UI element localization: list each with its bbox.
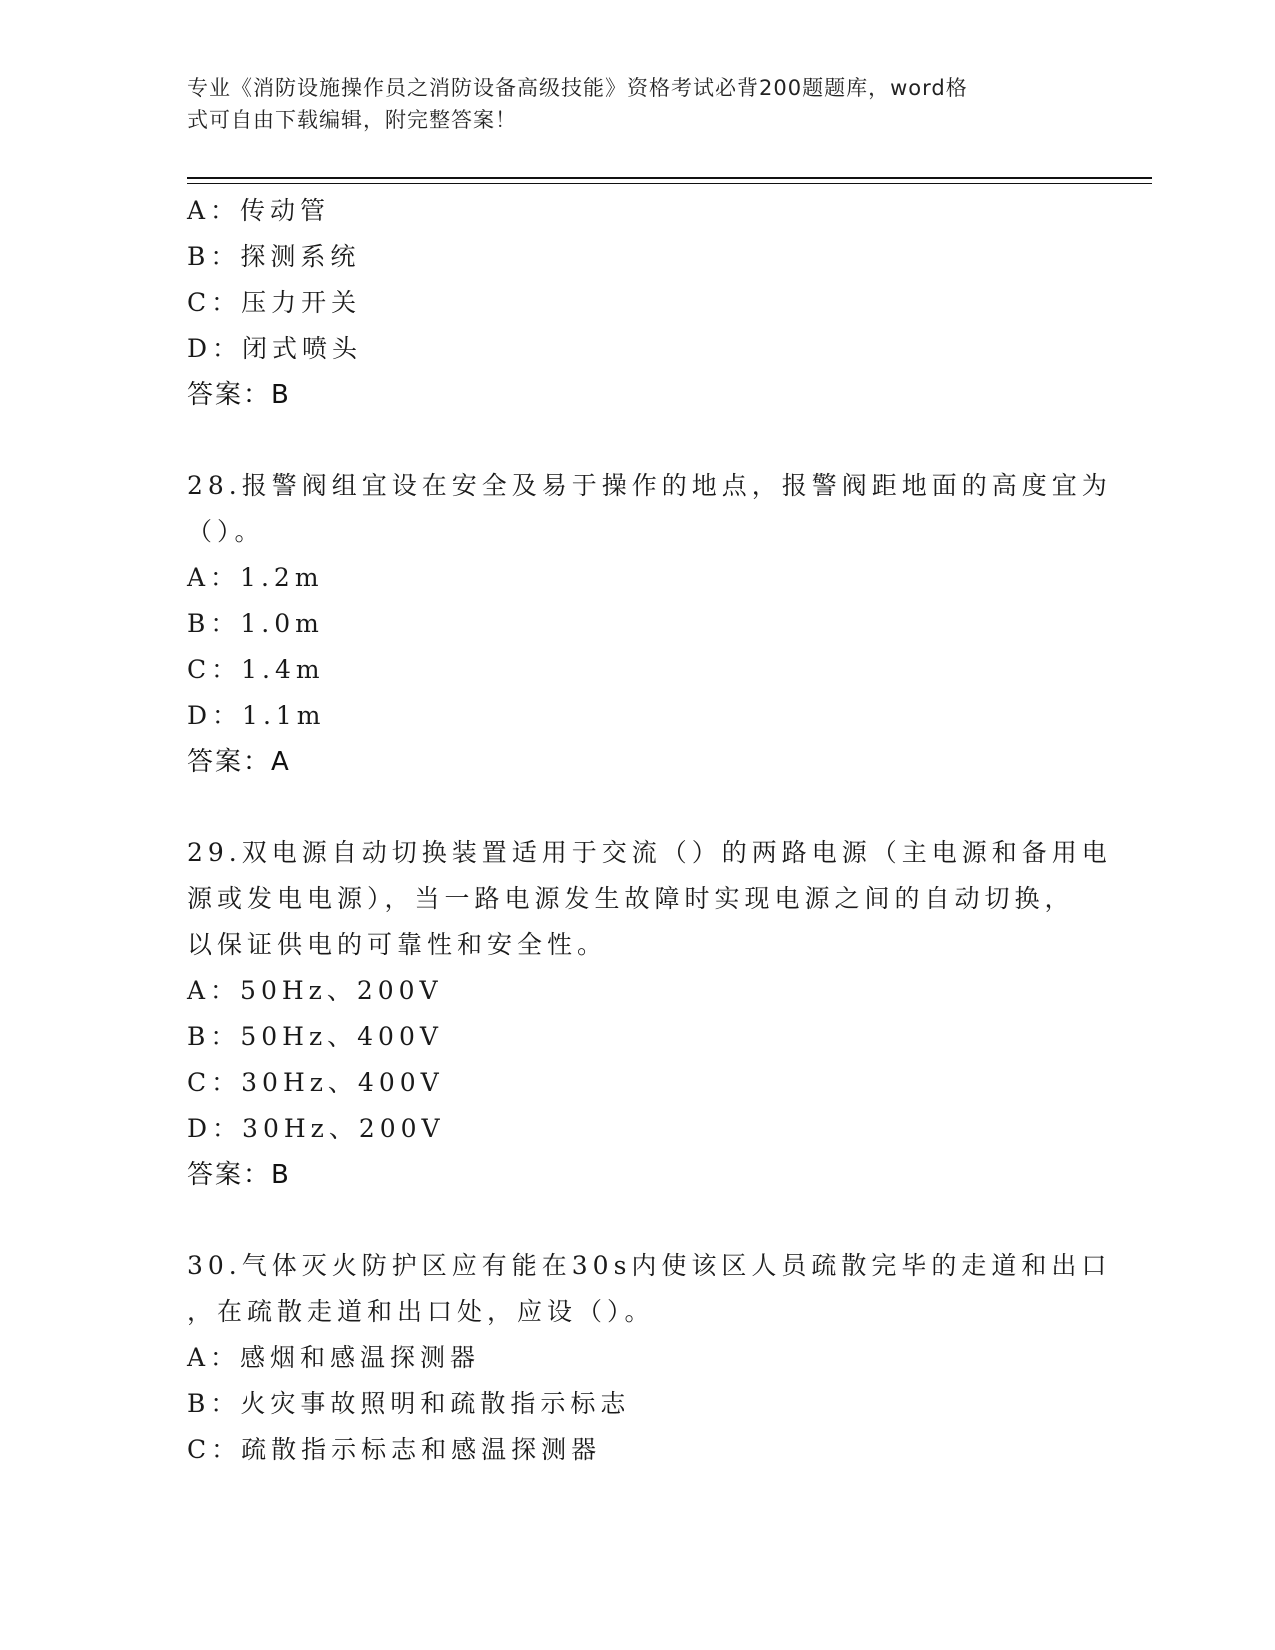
question-27 [187, 188, 1087, 418]
question-stem-line-1: 28.报警阀组宜设在安全及易于操作的地点，报警阀距地面的高度宜为 [187, 471, 1112, 500]
question-stem-line-2: 源或发电电源），当一路电源发生故障时实现电源之间的自动切换， [187, 884, 1075, 913]
option-b: B：探测系统 [187, 242, 361, 271]
header-line-1: 专业《消防设施操作员之消防设备高级技能》资格考试必背200题题库，word格 [187, 76, 968, 100]
option-d: D：30Hz、200V [187, 1114, 445, 1143]
question-list [187, 188, 1112, 1473]
option-b: B：1.0m [187, 609, 324, 638]
question-29 [187, 830, 1112, 1198]
spacer [187, 1198, 1087, 1243]
option-b: B：50Hz、400V [187, 1022, 443, 1051]
spacer [187, 785, 1087, 830]
spacer [187, 418, 1087, 463]
question-28 [187, 463, 1112, 785]
answer: 答案：A [187, 747, 291, 777]
option-c: C：压力开关 [187, 288, 362, 317]
option-d: D：1.1m [187, 701, 326, 730]
question-30 [187, 1243, 1112, 1473]
question-stem-line-2: （）。 [187, 517, 265, 546]
option-b: B：火灾事故照明和疏散指示标志 [187, 1389, 631, 1418]
header-rule-thick [187, 177, 1152, 179]
question-stem-line-1: 29.双电源自动切换装置适用于交流（）的两路电源（主电源和备用电 [187, 838, 1112, 867]
option-c: C：30Hz、400V [187, 1068, 444, 1097]
option-a: A：传动管 [187, 196, 331, 225]
question-stem-line-1: 30.气体灭火防护区应有能在30s内使该区人员疏散完毕的走道和出口 [187, 1251, 1112, 1280]
question-stem-line-3: 以保证供电的可靠性和安全性。 [187, 930, 608, 959]
document-header [187, 72, 1067, 136]
option-a: A：1.2m [187, 563, 324, 592]
header-line-2: 式可自由下载编辑，附完整答案！ [187, 108, 517, 132]
answer: 答案：B [187, 1160, 291, 1190]
question-stem-line-2: ，在疏散走道和出口处，应设（）。 [187, 1297, 655, 1326]
option-d: D：闭式喷头 [187, 334, 363, 363]
option-a: A：50Hz、200V [187, 976, 443, 1005]
option-a: A：感烟和感温探测器 [187, 1343, 481, 1372]
header-rule-thin [187, 183, 1152, 184]
option-c: C：1.4m [187, 655, 325, 684]
option-c: C：疏散指示标志和感温探测器 [187, 1435, 602, 1464]
answer: 答案：B [187, 380, 291, 410]
